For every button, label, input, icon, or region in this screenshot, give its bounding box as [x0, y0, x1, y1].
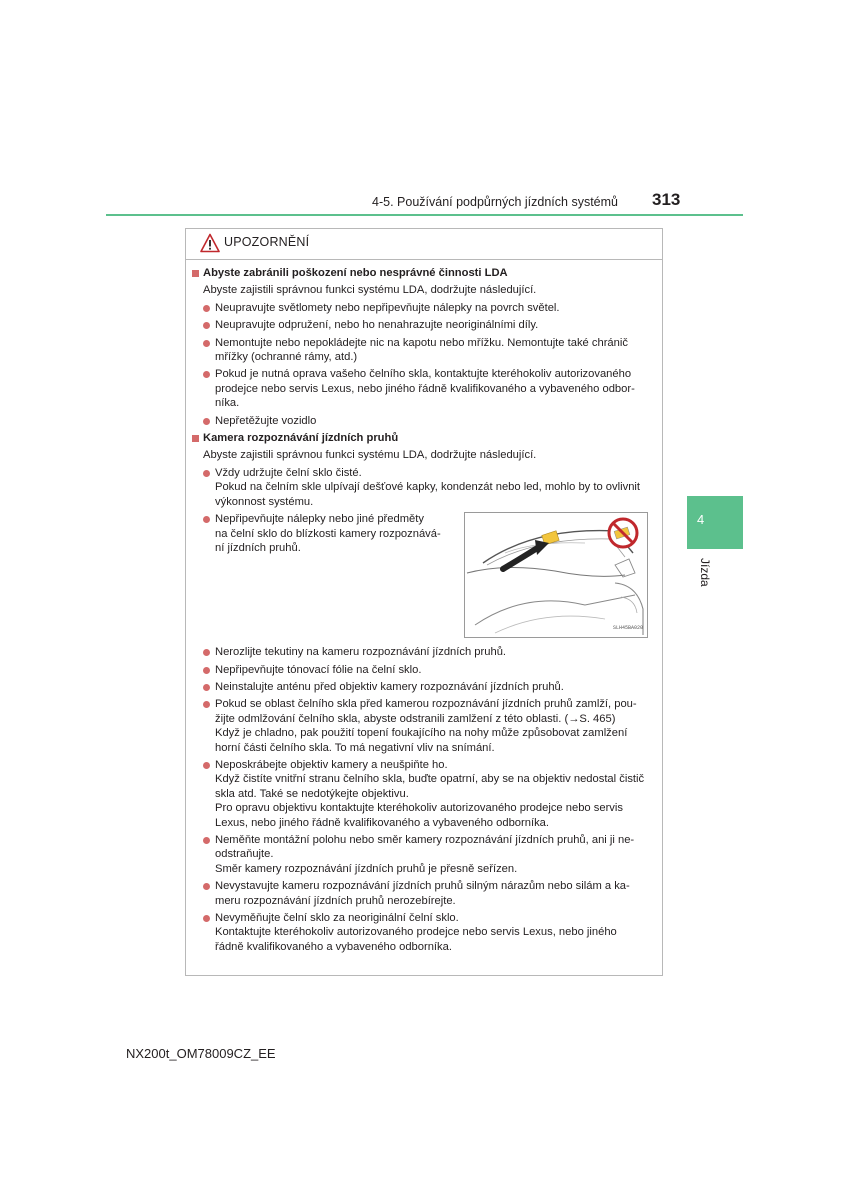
- bullet-text-line: Nerozlijte tekutiny na kameru rozpoznávání jízdních pruhů.: [215, 646, 507, 659]
- bullet-text-line: výkonnost systému.: [215, 495, 314, 508]
- bullet-text-line: Lexus, nebo jiného řádně kvalifikovaného a vybaveného odborníka.: [215, 816, 549, 829]
- section-intro: Abyste zajistili správnou funkci systému LDA, dodržujte následující.: [203, 449, 537, 462]
- bullet-text-line: ní jízdních pruhů.: [215, 541, 301, 554]
- bullet-text-line: Pokud na čelním skle ulpívají dešťové kapky, kondenzát nebo led, mohlo by to ovlivnit: [215, 481, 641, 494]
- bullet-text-line: Když je chladno, pak použití topení foukajícího na nohy může způsobovat zamlžení: [215, 727, 628, 740]
- bullet-dot-icon: [203, 701, 210, 708]
- bullet-item: [186, 336, 654, 365]
- bullet-text-line: Vždy udržujte čelní sklo čisté.: [215, 466, 362, 479]
- bullet-text-line: Pro opravu objektivu kontaktujte kteréhokoliv autorizovaného prodejce nebo servis: [215, 802, 623, 815]
- bullet-text-line: Neupravujte světlomety nebo nepřipevňujte nálepky na povrch světel.: [215, 301, 560, 314]
- bullet-text-line: žijte odmlžování čelního skla, abyste odstranili zamlžení z této oblasti. (→S. 465): [215, 712, 616, 725]
- bullet-item: [186, 414, 654, 428]
- windshield-camera-figure: [464, 512, 648, 638]
- figure-row: [186, 512, 654, 642]
- bullet-text-line: Neupravujte odpružení, nebo ho nenahrazujte neoriginálními díly.: [215, 319, 539, 332]
- bullet-item: [186, 697, 654, 755]
- bullet-dot-icon: [203, 837, 210, 844]
- page-number: 313: [652, 190, 681, 209]
- chapter-tab[interactable]: [687, 496, 743, 549]
- bullet-text-line: Nepřetěžujte vozidlo: [215, 414, 317, 427]
- bullet-text-line: Neměňte montážní polohu nebo směr kamery rozpoznávání jízdních pruhů, ani ji ne-: [215, 833, 635, 846]
- bullet-text-line: prodejce nebo servis Lexus, nebo jiného řádně kvalifikovaného a vybaveného odbor-: [215, 382, 635, 395]
- warning-header: [186, 229, 662, 260]
- bullet-text-line: Neinstalujte anténu před objektiv kamery rozpoznávání jízdních pruhů.: [215, 680, 564, 693]
- square-bullet-icon: [192, 270, 199, 277]
- bullet-item: [186, 663, 654, 677]
- car-windshield-illustration: [465, 513, 647, 637]
- bullet-text-line: horní části čelního skla. To má negativní vliv na snímání.: [215, 741, 495, 754]
- bullet-text-line: Nepřipevňujte nálepky nebo jiné předměty: [215, 513, 424, 526]
- bullet-item: [186, 466, 654, 509]
- bullet-item: [186, 301, 654, 315]
- footer-doc-code: NX200t_OM78009CZ_EE: [126, 1046, 276, 1061]
- bullet-item: [186, 645, 654, 659]
- bullet-list: [186, 301, 654, 428]
- bullet-item: [186, 911, 654, 954]
- bullet-dot-icon: [203, 305, 210, 312]
- bullet-item: [186, 367, 654, 410]
- bullet-dot-icon: [203, 684, 210, 691]
- bullet-text-line: řádně kvalifikovaného a vybaveného odborníka.: [215, 940, 452, 953]
- bullet-text-line: Pokud se oblast čelního skla před kamerou rozpoznávání jízdních pruhů zamlží, pou-: [215, 698, 637, 711]
- bullet-dot-icon: [203, 762, 210, 769]
- bullet-text-line: na čelní sklo do blízkosti kamery rozpoznává-: [215, 527, 441, 540]
- bullet-text-line: Nemontujte nebo nepokládejte nic na kapotu nebo mřížku. Nemontujte také chránič: [215, 336, 628, 349]
- figure-code: SLH45BA020: [612, 624, 643, 631]
- figure-bullet: [186, 512, 467, 555]
- bullet-text-line: Pokud je nutná oprava vašeho čelního skla, kontaktujte kteréhokoliv autorizovaného: [215, 368, 632, 381]
- bullet-list: [186, 466, 654, 509]
- bullet-dot-icon: [203, 516, 210, 523]
- bullet-text-line: odstraňujte.: [215, 848, 274, 861]
- bullet-dot-icon: [203, 322, 210, 329]
- bullet-dot-icon: [203, 649, 210, 656]
- bullet-dot-icon: [203, 667, 210, 674]
- bullet-item: [186, 680, 654, 694]
- chapter-tab-number: 4: [697, 512, 705, 527]
- bullet-text-line: skla atd. Také se nedotýkejte objektivu.: [215, 787, 409, 800]
- bullet-text-line: mřížky (ochranné rámy, atd.): [215, 351, 358, 364]
- bullet-text-line: Nevystavujte kameru rozpoznávání jízdních pruhů silným nárazům nebo silám a ka-: [215, 880, 630, 893]
- prohibition-icon: [609, 519, 637, 547]
- bullet-text-line: Nevyměňujte čelní sklo za neoriginální čelní sklo.: [215, 912, 459, 924]
- square-bullet-icon: [192, 435, 199, 442]
- header-section-title: 4-5. Používání podpůrných jízdních systémů: [372, 195, 618, 209]
- bullet-item: [186, 833, 654, 876]
- bullet-text-line: Když čistíte vnitřní stranu čelního skla, buďte opatrní, aby se na objektiv nedostal čistič: [215, 773, 645, 786]
- bullet-list: [186, 645, 654, 954]
- bullet-dot-icon: [203, 470, 210, 477]
- warning-box: [185, 228, 663, 976]
- bullet-dot-icon: [203, 418, 210, 425]
- warning-content: [186, 266, 654, 957]
- bullet-dot-icon: [203, 915, 210, 922]
- warning-title: UPOZORNĚNÍ: [224, 235, 310, 249]
- bullet-dot-icon: [203, 371, 210, 378]
- section-heading: Kamera rozpoznávání jízdních pruhů: [186, 431, 654, 445]
- bullet-text-line: meru rozpoznávání jízdních pruhů nerozebírejte.: [215, 894, 456, 907]
- section-intro: Abyste zajistili správnou funkci systému LDA, dodržujte následující.: [203, 284, 537, 297]
- bullet-text-line: Neposkrábejte objektiv kamery a neušpiňte ho.: [215, 758, 448, 771]
- bullet-item: [186, 318, 654, 332]
- bullet-text-line: Směr kamery rozpoznávání jízdních pruhů je přesně seřízen.: [215, 862, 518, 875]
- bullet-text-line: Nepřipevňujte tónovací fólie na čelní sklo.: [215, 663, 422, 676]
- bullet-dot-icon: [203, 883, 210, 890]
- bullet-item: [186, 879, 654, 908]
- bullet-text-line: Kontaktujte kteréhokoliv autorizovaného prodejce nebo servis Lexus, nebo jiného: [215, 926, 617, 939]
- section-heading: Abyste zabránili poškození nebo nesprávné činnosti LDA: [186, 266, 654, 280]
- header-rule: [106, 214, 743, 216]
- bullet-text-line: níka.: [215, 397, 240, 410]
- chapter-tab-label: Jízda: [698, 558, 712, 587]
- bullet-item: [186, 758, 654, 830]
- warning-triangle-icon: [200, 233, 220, 253]
- bullet-dot-icon: [203, 340, 210, 347]
